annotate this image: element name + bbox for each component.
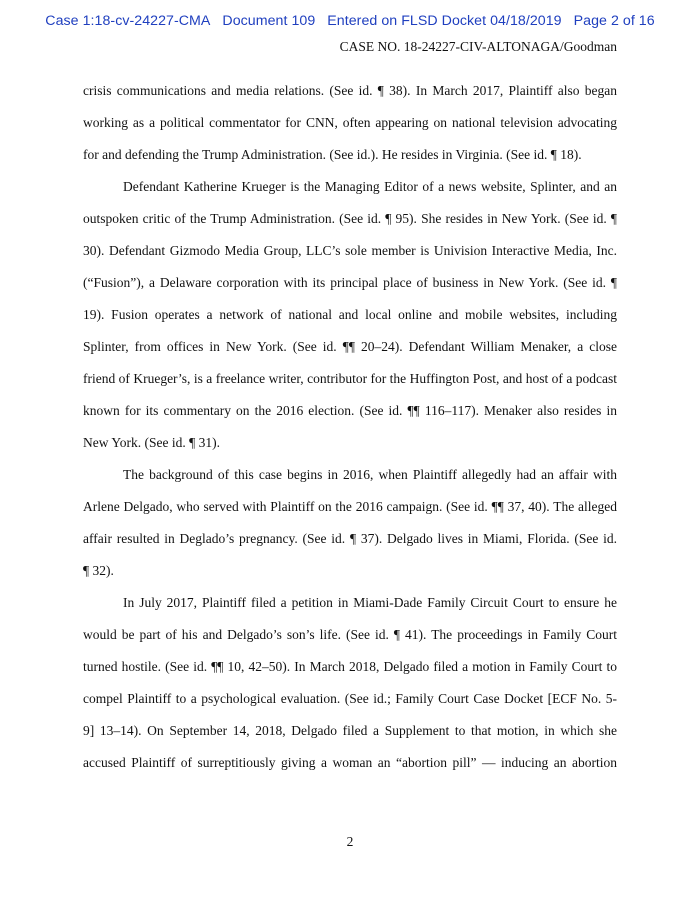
body-line: turned hostile. (See id. ¶¶ 10, 42–50). In March 2018, Delgado filed a motion in Family Court to	[83, 659, 617, 674]
body-line: for and defending the Trump Administration. (See id.). He resides in Virginia. (See id. ¶ 18).	[83, 147, 582, 162]
docket-document-number: Document 109	[222, 13, 316, 29]
docket-case-number: Case 1:18-cv-24227-CMA	[45, 13, 211, 29]
body-line: Arlene Delgado, who served with Plaintiff on the 2016 campaign. (See id. ¶¶ 37, 40). The alleged	[83, 499, 617, 514]
body-line: Defendant Katherine Krueger is the Managing Editor of a news website, Splinter, and an	[123, 179, 617, 194]
docket-page-count: Page 2 of 16	[573, 13, 655, 29]
body-line: crisis communications and media relations. (See id. ¶ 38). In March 2017, Plaintiff also began	[83, 83, 617, 98]
body-line: known for its commentary on the 2016 election. (See id. ¶¶ 116–117). Menaker also resides in	[83, 403, 617, 418]
body-line: 19). Fusion operates a network of national and local online and mobile websites, including	[83, 307, 617, 322]
body-line: In July 2017, Plaintiff filed a petition in Miami-Dade Family Circuit Court to ensure he	[123, 595, 617, 610]
body-line: New York. (See id. ¶ 31).	[83, 435, 220, 450]
case-number-header: CASE NO. 18-24227-CIV-ALTONAGA/Goodman	[339, 39, 617, 54]
body-line: working as a political commentator for CNN, often appearing on national television advocating	[83, 115, 617, 130]
docket-entry-date: Entered on FLSD Docket 04/18/2019	[327, 13, 562, 29]
body-line: (“Fusion”), a Delaware corporation with its principal place of business in New York. (See id. ¶	[83, 275, 617, 290]
body-line: The background of this case begins in 2016, when Plaintiff allegedly had an affair with	[123, 467, 617, 482]
body-line: 30). Defendant Gizmodo Media Group, LLC’s sole member is Univision Interactive Media, Inc.	[83, 243, 617, 258]
docket-stamp	[0, 13, 700, 29]
body-line: outspoken critic of the Trump Administration. (See id. ¶ 95). She resides in New York. (See id. ¶	[83, 211, 617, 226]
body-line: would be part of his and Delgado’s son’s life. (See id. ¶ 41). The proceedings in Family Court	[83, 627, 617, 642]
body-line: accused Plaintiff of surreptitiously giving a woman an “abortion pill” — inducing an abortion	[83, 755, 617, 770]
body-line: 9] 13–14). On September 14, 2018, Delgado filed a Supplement to that motion, in which she	[83, 723, 617, 738]
page-number: 2	[346, 834, 354, 849]
body-line: compel Plaintiff to a psychological evaluation. (See id.; Family Court Case Docket [ECF No. 5-	[83, 691, 617, 706]
body-line: affair resulted in Deglado’s pregnancy. (See id. ¶ 37). Delgado lives in Miami, Florida. (See id.	[83, 531, 617, 546]
body-line: ¶ 32).	[83, 563, 114, 578]
body-line: Splinter, from offices in New York. (See id. ¶¶ 20–24). Defendant William Menaker, a close	[83, 339, 617, 354]
body-line: friend of Krueger’s, is a freelance writer, contributor for the Huffington Post, and host of a podcast	[83, 371, 617, 386]
